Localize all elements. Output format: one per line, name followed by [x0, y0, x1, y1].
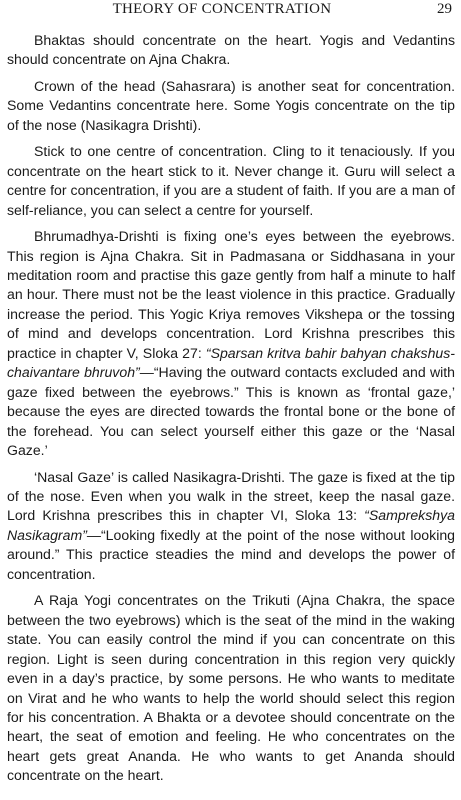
paragraph-bhaktas: Bhaktas should concentrate on the heart. Yogis and Vedantins should concentrate on Ajna Chakra. — [7, 32, 455, 68]
page-number: 29 — [437, 1, 452, 17]
paragraph-bhrumadhya-drishti — [7, 227, 455, 460]
paragraph-text: —“Having the outward contacts excluded and with gaze fixed between the eyebrows.” This is known as ‘frontal gaze,’ because the eyes are directed towards the frontal bone or the bone of the forehead. You can select yourself either this gaze or the ‘Nasal Gaze.’ — [7, 364, 456, 459]
paragraph-text: ‘Nasal Gaze’ is called Nasikagra-Drishti. The gaze is fixed at the tip of the nose. Even when you walk in the street, keep the nasal gaze. Lord Krishna prescribes this in chapter VI, Sloka 13: — [7, 468, 455, 524]
paragraph-text: Bhrumadhya-Drishti is fixing one’s eyes between the eyebrows. This region is Ajna Chakra. Sit in Padmasana or Siddhasana in your meditation room and practise this gaze gently from half a minute to half an hour. There must not be the least violence in this practice. Gradually increase the period. This Yogic Kriya removes Vikshepa or the tossing of mind and develops concentration. Lord Krishna prescribes this practice in chapter V, Sloka 27: — [7, 228, 455, 361]
paragraph-sahasrara: Crown of the head (Sahasrara) is another seat for concentration. Some Vedantins concentrate here. Some Yogis concentrate on the tip of the nose (Nasikagra Drishti). — [7, 77, 455, 133]
body-text — [7, 31, 455, 786]
sanskrit-quote: “Sparsan kritva bahir bahyan chakshus-chaivantare bhruvoh” — [7, 344, 455, 381]
sanskrit-quote: “Samprekshya Nasikagram” — [7, 507, 455, 543]
paragraph-nasal-gaze — [7, 468, 455, 585]
running-title: THEORY OF CONCENTRATION — [112, 1, 332, 17]
paragraph-raja-yogi: A Raja Yogi concentrates on the Trikuti (Ajna Chakra, the space between the two eyebrows) which is the seat of the mind in the waking state. You can easily control the mind if you can concentrate on this region. Light is seen during concentration in this region very quickly even in a day’s practice, by some persons. He who wants to meditate on Virat and he who wants to help the world should select this region for his concentration. A Bhakta or a devotee should concentrate on the heart, the seat of emotion and feeling. He who concentrates on the heart gets great Ananda. He who wants to get Ananda should concentrate on the heart. — [7, 592, 455, 784]
paragraph-text: —“Looking fixedly at the point of the nose without looking around.” This practice steadies the mind and develops the power of concentration. — [7, 526, 455, 582]
paragraph-one-centre: Stick to one centre of concentration. Cling to it tenaciously. If you concentrate on the heart stick to it. Never change it. Guru will select a centre for concentration, if you are a student of faith. If you are a man of self-reliance, you can select a centre for yourself. — [7, 143, 455, 218]
page-header — [0, 0, 461, 22]
